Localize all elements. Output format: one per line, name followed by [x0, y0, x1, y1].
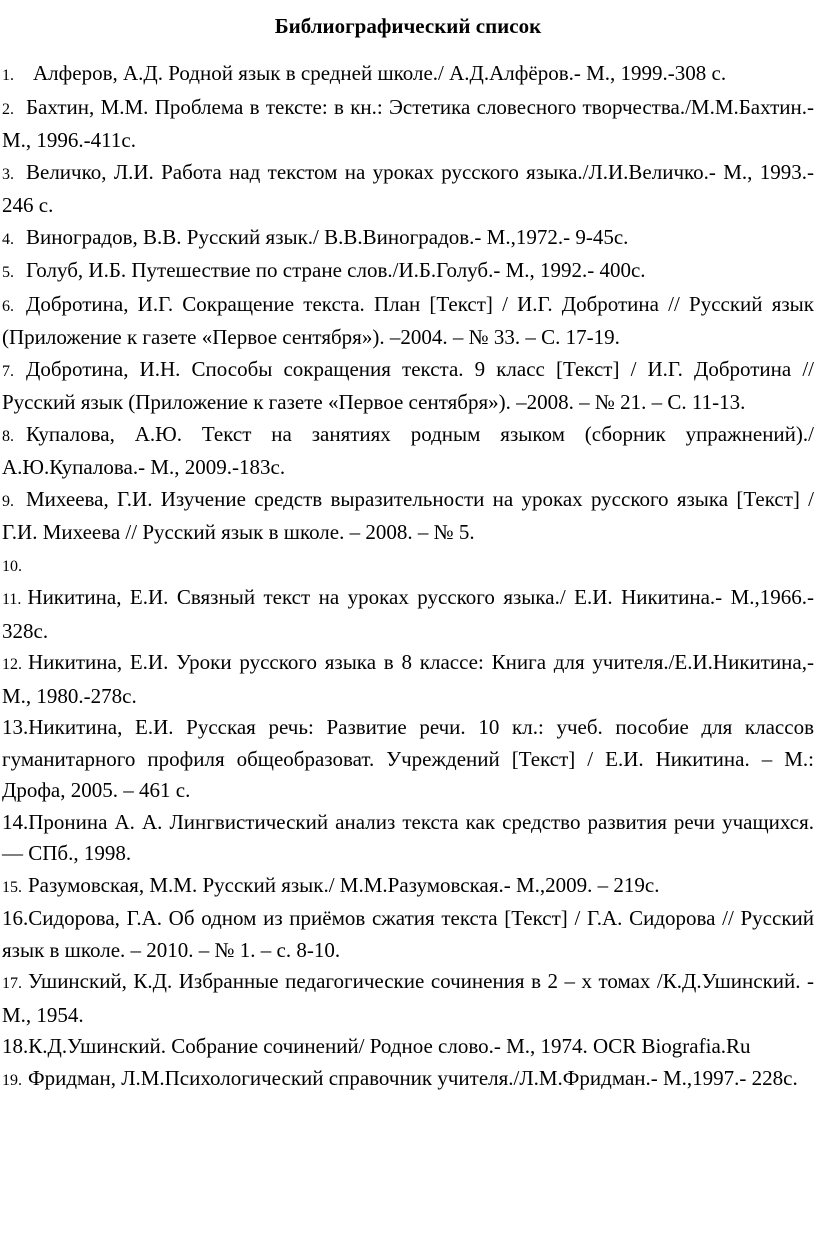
list-item [2, 419, 814, 484]
item-text: Голуб, И.Б. Путешествие по стране слов./И.Б.Голуб.- М., 1992.- 400с. [26, 258, 646, 282]
item-text: Фридман, Л.М.Психологический справочник учителя./Л.М.Фридман.- М.,1997.- 228с. [28, 1065, 798, 1090]
item-text: Добротина, И.Н. Способы сокращения текста. 9 класс [Текст] / И.Г. Добротина // Русский язык (Приложение к газете «Первое сентября»). –2008. – № 21. – С. 11-13. [2, 356, 814, 414]
item-number: 8. [2, 427, 14, 445]
list-item [2, 870, 814, 904]
item-text: Никитина, Е.И. Связный текст на уроках русского языка./ Е.И. Никитина.- М.,1966.- 328с. [2, 585, 814, 643]
list-item [2, 549, 814, 583]
document-page [0, 12, 816, 1247]
list-item [2, 647, 814, 712]
bibliography-list [2, 58, 814, 1096]
list-item [2, 1031, 814, 1063]
list-item [2, 58, 814, 92]
list-item [2, 966, 814, 1031]
item-number: 13. [2, 715, 29, 739]
item-text: Бахтин, М.М. Проблема в тексте: в кн.: Эстетика словесного творчества./М.М.Бахтин.- М., 1996.-411с. [2, 94, 814, 152]
list-item [2, 582, 814, 647]
item-number: 18. [2, 1034, 29, 1058]
item-text: Виноградов, В.В. Русский язык./ В.В.Виноградов.- М.,1972.- 9-45с. [26, 224, 629, 249]
item-text: Никитина, Е.И. Уроки русского языка в 8 классе: Книга для учителя./Е.И.Никитина,- М., 1980.-278с. [2, 650, 814, 708]
item-text: Михеева, Г.И. Изучение средств выразительности на уроках русского языка [Текст] / Г.И. Михеева // Русский язык в школе. – 2008. – № 5. [2, 486, 814, 544]
list-item [2, 807, 814, 870]
item-number: 6. [2, 297, 14, 315]
list-item [2, 484, 814, 549]
item-number: 7. [2, 362, 14, 380]
item-text: Алферов, А.Д. Родной язык в средней школе./ А.Д.Алфёров.- М., 1999.-308 с. [33, 61, 727, 85]
item-number: 14. [2, 809, 29, 834]
list-item [2, 1063, 814, 1097]
list-item [2, 354, 814, 419]
item-number: 10. [2, 557, 22, 575]
page-title: Библиографический список [274, 14, 542, 38]
item-number: 9. [2, 492, 14, 510]
item-number: 19. [2, 1071, 22, 1089]
item-number: 11. [2, 591, 22, 608]
item-number: 5. [2, 264, 14, 281]
item-text: Сидорова, Г.А. Об одном из приёмов сжатия текста [Текст] / Г.А. Сидорова // Русский язык в школе. – 2010. – № 1. – с. 8-10. [2, 906, 814, 962]
item-text: Разумовская, М.М. Русский язык./ М.М.Разумовская.- М.,2009. – 219с. [28, 872, 660, 897]
item-text: Величко, Л.И. Работа над текстом на уроках русского языка./Л.И.Величко.- М., 1993.- 246 с. [2, 159, 814, 217]
list-item [2, 92, 814, 157]
list-item [2, 157, 814, 222]
item-text: Никитина, Е.И. Русская речь: Развитие речи. 10 кл.: учеб. пособие для классов гуманитарного профиля общеобразоват. Учреждений [Текст] / Е.И. Никитина. – М.: Дрофа, 2005. – 461 с. [2, 715, 814, 802]
list-item [2, 255, 814, 289]
list-item [2, 712, 814, 807]
item-number: 12. [2, 656, 22, 673]
item-number: 16. [2, 906, 29, 930]
item-number: 17. [2, 975, 22, 992]
item-number: 15. [2, 878, 22, 896]
list-item [2, 903, 814, 966]
list-item [2, 289, 814, 354]
item-number: 1. [2, 67, 14, 84]
item-number: 2. [2, 100, 14, 118]
item-text: Купалова, А.Ю. Текст на занятиях родным языком (сборник упражнений)./А.Ю.Купалова.- М., 2009.-183с. [2, 421, 814, 479]
item-number: 3. [2, 165, 14, 183]
item-text: Пронина А. А. Лингвистический анализ текста как средство развития речи учащихся. — СПб., 1998. [2, 809, 814, 865]
item-number: 4. [2, 230, 14, 248]
item-text: К.Д.Ушинский. Собрание сочинений/ Родное слово.- М., 1974. OCR Biografia.Ru [28, 1034, 751, 1058]
item-text: Ушинский, К.Д. Избранные педагогические сочинения в 2 – х томах /К.Д.Ушинский. - М., 1954. [2, 969, 814, 1027]
list-item [2, 222, 814, 256]
item-text: Добротина, И.Г. Сокращение текста. План [Текст] / И.Г. Добротина // Русский язык (Приложение к газете «Первое сентября»). –2004. – № 33. – С. 17-19. [2, 291, 814, 349]
